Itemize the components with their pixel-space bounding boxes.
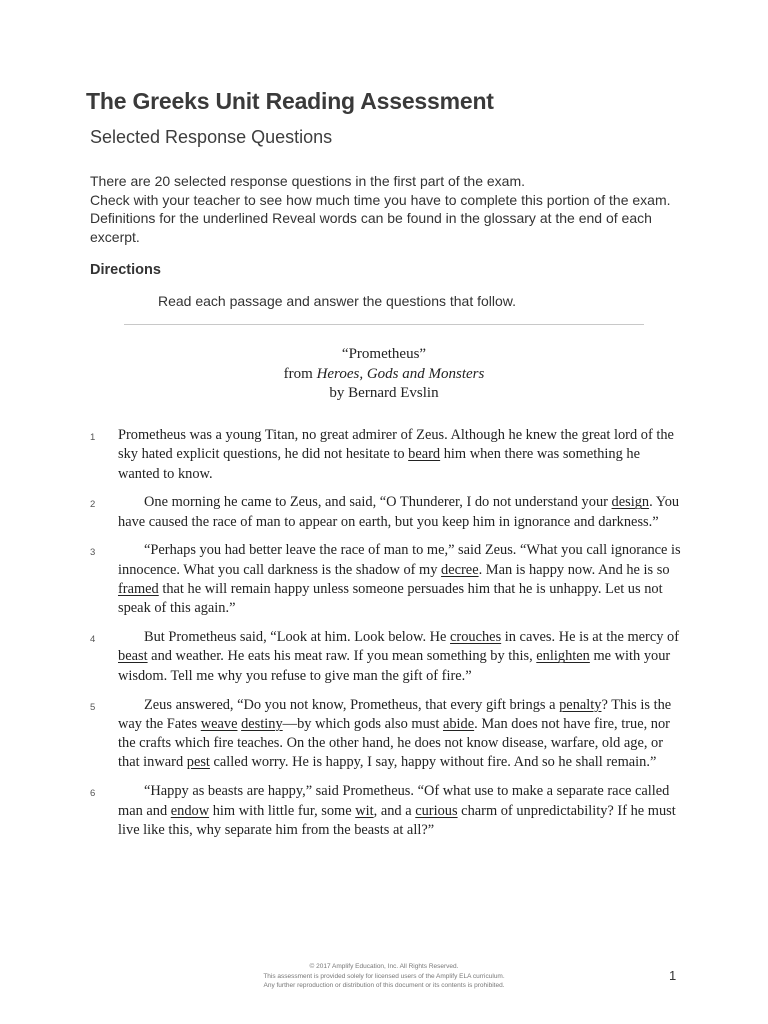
text-segment: that he will remain happy unless someone persuades him that he is unhappy. Let us not speak of this again.” — [118, 581, 663, 617]
passage-heading — [0, 345, 768, 404]
reveal-word: design — [611, 494, 650, 511]
intro-line-1: There are 20 selected response questions in the first part of the exam. — [90, 173, 526, 189]
book-title: Heroes, Gods and Monsters — [316, 365, 485, 382]
paragraph-text — [118, 493, 682, 532]
paragraph — [90, 628, 682, 686]
reveal-word: crouches — [450, 629, 502, 646]
text-segment: me with your wisdom. Tell me why you refuse to give man the gift of fire.” — [118, 648, 671, 684]
reveal-word: decree — [441, 561, 479, 578]
text-segment: . Man does not have fire, true, nor the crafts which fire teaches. On the other hand, he does not know disease, warfare, old age, or that inward — [118, 715, 670, 771]
text-segment: in caves. He is at the mercy of — [501, 629, 679, 646]
page-title: The Greeks Unit Reading Assessment — [86, 88, 494, 114]
reveal-word: weave — [200, 715, 238, 732]
paragraph-number: 3 — [90, 547, 96, 559]
text-segment: Prometheus was a young Titan, no great admirer of Zeus. Although he knew the great lord of the sky hated explicit questions, he did not hesitate to — [118, 427, 674, 463]
text-segment: But Prometheus said, “Look at him. Look below. He — [144, 629, 451, 646]
passage-source — [0, 365, 768, 385]
divider — [124, 324, 644, 325]
passage-title: “Prometheus” — [341, 346, 427, 362]
text-segment: , and a — [373, 802, 416, 819]
reveal-word: enlighten — [536, 648, 590, 665]
text-segment: and weather. He eats his meat raw. If you mean something by this, — [147, 648, 537, 665]
paragraph — [90, 696, 682, 773]
footer-copyright — [0, 962, 768, 991]
paragraph-text — [118, 782, 682, 840]
directions-heading: Directions — [90, 262, 161, 278]
passage-source-prefix: from — [283, 365, 317, 382]
text-segment: One morning he came to Zeus, and said, “O Thunderer, I do not understand your — [144, 494, 612, 511]
text-segment: him with little fur, some — [209, 802, 356, 819]
reveal-word: abide — [442, 715, 475, 732]
reveal-word: beast — [118, 648, 148, 665]
intro-line-2: Check with your teacher to see how much time you have to complete this portion of the exam. Definitions for the underlined Reveal words can be found in the glossary at the end of each excerpt. — [90, 191, 671, 246]
text-segment: charm of unpredictability? If he must live like this, why separate him from the beasts at all?” — [118, 802, 676, 838]
paragraph — [90, 782, 682, 840]
reveal-word: framed — [118, 581, 159, 598]
passage-body — [90, 426, 682, 850]
reveal-word: curious — [415, 802, 458, 819]
paragraph-number: 5 — [90, 701, 96, 713]
paragraph-number: 6 — [90, 788, 96, 800]
text-segment: called worry. He is happy, I say, happy without fire. And so he shall remain.” — [209, 754, 657, 771]
paragraph-number: 2 — [90, 499, 96, 511]
footer-line-3: Any further reproduction or distribution of this document or its contents is prohibited. — [263, 982, 505, 989]
paragraph-number: 4 — [90, 634, 96, 646]
text-segment: him when there was something he wanted to know. — [118, 446, 640, 482]
page-number: 1 — [669, 968, 677, 983]
text-segment: . Man is happy now. And he is so — [478, 561, 670, 578]
paragraph-text — [118, 628, 682, 686]
passage-author: by Bernard Evslin — [329, 385, 439, 401]
page-subtitle: Selected Response Questions — [90, 127, 333, 147]
reveal-word: wit — [355, 802, 374, 819]
footer-line-1: © 2017 Amplify Education, Inc. All Rights Reserved. — [309, 963, 459, 970]
text-segment: . You have caused the race of man to appear on earth, but you keep him in ignorance and darkness.” — [118, 494, 680, 530]
paragraph — [90, 493, 682, 532]
paragraph-text — [118, 426, 682, 484]
paragraph-text — [118, 696, 682, 773]
text-segment: “Happy as beasts are happy,” said Prometheus. “Of what use to make a separate race called man and — [118, 783, 670, 819]
reveal-word: penalty — [559, 696, 602, 713]
paragraph-text — [118, 541, 682, 618]
directions-text: Read each passage and answer the questions that follow. — [158, 293, 517, 309]
reveal-word: pest — [186, 754, 210, 771]
paragraph-number: 1 — [90, 432, 96, 443]
paragraph — [90, 426, 682, 484]
footer-line-2: This assessment is provided solely for licensed users of the Amplify ELA curriculum. — [263, 972, 505, 980]
text-segment: —by which gods also must — [282, 715, 443, 732]
text-segment: ? This is the way the Fates — [118, 696, 672, 732]
text-segment: “Perhaps you had better leave the race of man to me,” said Zeus. “What you call ignorance is innocence. What you call darkness is the shadow of my — [118, 542, 681, 578]
reveal-word: beard — [408, 446, 441, 463]
paragraph — [90, 541, 682, 618]
reveal-word: destiny — [241, 715, 283, 732]
text-segment: Zeus answered, “Do you not know, Prometheus, that every gift brings a — [144, 696, 560, 713]
intro-text — [90, 172, 680, 247]
reveal-word: endow — [170, 802, 210, 819]
